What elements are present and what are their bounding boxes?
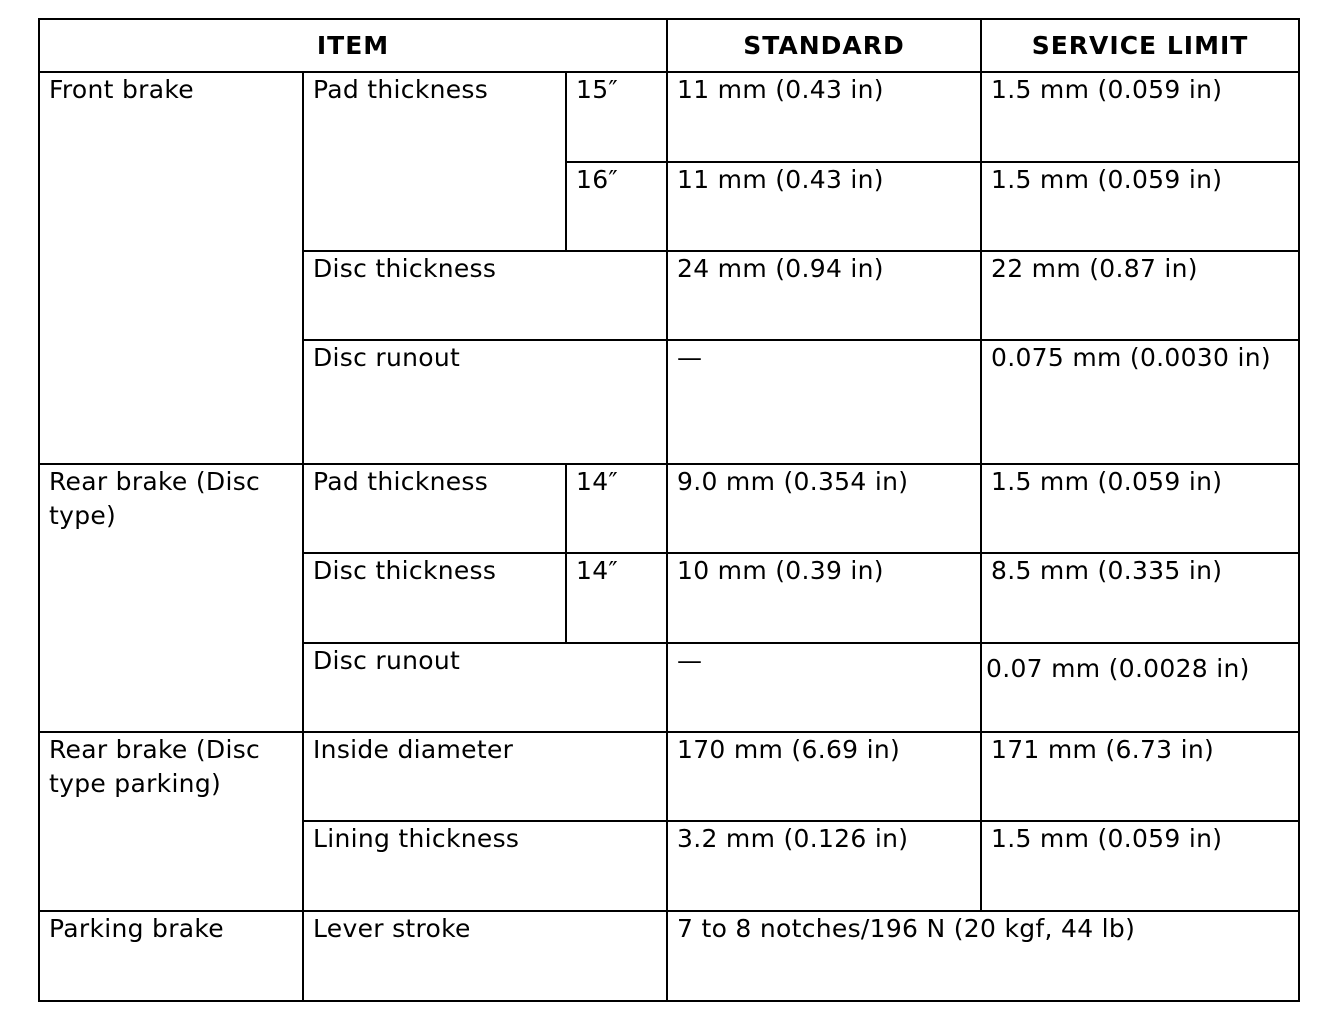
brake-spec-table — [38, 18, 1300, 1002]
front-pad-16-service-limit: 1.5 mm (0.059 in) — [981, 162, 1299, 251]
front-pad-size-15: 15″ — [566, 72, 667, 161]
rear-brake-disc-label: Rear brake (Disc type) — [39, 464, 303, 732]
front-pad-15-standard: 11 mm (0.43 in) — [667, 72, 981, 161]
inside-diameter-service-limit: 171 mm (6.73 in) — [981, 732, 1299, 821]
header-service-limit: SERVICE LIMIT — [981, 19, 1299, 72]
table-row — [39, 464, 1299, 553]
front-pad-16-standard: 11 mm (0.43 in) — [667, 162, 981, 251]
rear-pad-thickness-label: Pad thickness — [303, 464, 566, 553]
rear-pad-thickness-service-limit: 1.5 mm (0.059 in) — [981, 464, 1299, 553]
rear-disc-thickness-standard: 10 mm (0.39 in) — [667, 553, 981, 642]
table-row — [39, 732, 1299, 821]
front-disc-thickness-standard: 24 mm (0.94 in) — [667, 251, 981, 340]
rear-disc-thickness-label: Disc thickness — [303, 553, 566, 642]
rear-pad-thickness-standard: 9.0 mm (0.354 in) — [667, 464, 981, 553]
rear-brake-parking-label: Rear brake (Disc type parking) — [39, 732, 303, 911]
rear-disc-runout-label: Disc runout — [303, 643, 667, 732]
lever-stroke-label: Lever stroke — [303, 911, 667, 1001]
header-item: ITEM — [39, 19, 667, 72]
lining-thickness-label: Lining thickness — [303, 821, 667, 910]
table-header-row — [39, 19, 1299, 72]
front-pad-15-service-limit: 1.5 mm (0.059 in) — [981, 72, 1299, 161]
front-disc-runout-standard: — — [667, 340, 981, 464]
rear-disc-runout-standard: — — [667, 643, 981, 732]
rear-pad-size-14: 14″ — [566, 464, 667, 553]
front-disc-runout-label: Disc runout — [303, 340, 667, 464]
front-pad-thickness-label: Pad thickness — [303, 72, 566, 251]
front-disc-runout-service-limit: 0.075 mm (0.0030 in) — [981, 340, 1299, 464]
rear-disc-thickness-service-limit: 8.5 mm (0.335 in) — [981, 553, 1299, 642]
front-pad-size-16: 16″ — [566, 162, 667, 251]
inside-diameter-standard: 170 mm (6.69 in) — [667, 732, 981, 821]
lining-thickness-service-limit: 1.5 mm (0.059 in) — [981, 821, 1299, 910]
front-disc-thickness-service-limit: 22 mm (0.87 in) — [981, 251, 1299, 340]
lever-stroke-value: 7 to 8 notches/196 N (20 kgf, 44 lb) — [667, 911, 1299, 1001]
table-row — [39, 911, 1299, 1001]
parking-brake-label: Parking brake — [39, 911, 303, 1001]
lining-thickness-standard: 3.2 mm (0.126 in) — [667, 821, 981, 910]
front-brake-label: Front brake — [39, 72, 303, 464]
rear-disc-runout-service-limit: 0.07 mm (0.0028 in) — [981, 643, 1299, 732]
table-row — [39, 72, 1299, 161]
header-standard: STANDARD — [667, 19, 981, 72]
rear-disc-size-14: 14″ — [566, 553, 667, 642]
inside-diameter-label: Inside diameter — [303, 732, 667, 821]
front-disc-thickness-label: Disc thickness — [303, 251, 667, 340]
